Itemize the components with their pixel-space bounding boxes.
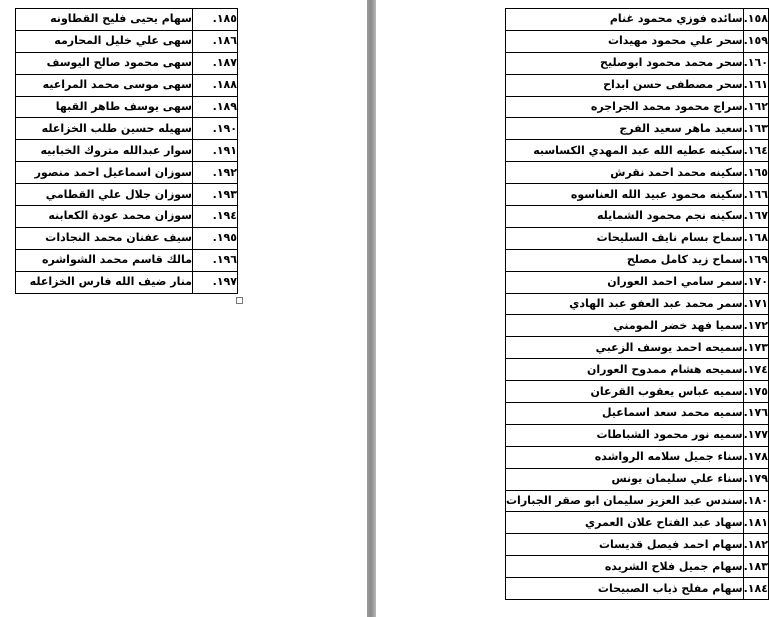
person-name: سمر سامي احمد العوران <box>506 271 744 293</box>
table-row <box>506 403 769 425</box>
person-name: سحر علي محمود مهيدات <box>506 30 744 52</box>
left-page <box>0 0 367 617</box>
row-number: ١٦٢. <box>743 96 768 118</box>
person-name: سهاد عبد الفتاح علان العمري <box>506 512 744 534</box>
table-row <box>506 446 769 468</box>
table-row <box>506 118 769 140</box>
table-row <box>506 381 769 403</box>
table-resize-handle[interactable] <box>236 297 243 304</box>
person-name: سكينه عطيه الله عبد المهدي الكساسبه <box>506 140 744 162</box>
row-number: ١٨٠. <box>743 490 768 512</box>
row-number: ١٩٠. <box>193 118 238 140</box>
person-name: سهى محمود صالح اليوسف <box>16 52 193 74</box>
person-name: سهى يوسف طاهر القبها <box>16 96 193 118</box>
table-row <box>16 30 238 52</box>
person-name: سوزان اسماعيل احمد منصور <box>16 162 193 184</box>
person-name: سوزان محمد عودة الكعابنه <box>16 206 193 228</box>
row-number: ١٦٨. <box>743 227 768 249</box>
row-number: ١٨٥. <box>193 9 238 31</box>
person-name: سراج محمود محمد الجراجره <box>506 96 744 118</box>
row-number: ١٧٥. <box>743 381 768 403</box>
row-number: ١٨٨. <box>193 74 238 96</box>
table-row <box>506 184 769 206</box>
person-name: مالك قاسم محمد الشواشره <box>16 249 193 271</box>
names-table-left <box>15 8 238 294</box>
person-name: سميه نور محمود الشباطات <box>506 424 744 446</box>
row-number: ١٥٩. <box>743 30 768 52</box>
row-number: ١٧٢. <box>743 315 768 337</box>
row-number: ١٦٣. <box>743 118 768 140</box>
person-name: سماح بسام نايف السليحات <box>506 227 744 249</box>
row-number: ١٧٠. <box>743 271 768 293</box>
table-row <box>506 293 769 315</box>
row-number: ١٧٧. <box>743 424 768 446</box>
table-row <box>16 206 238 228</box>
table-row <box>506 96 769 118</box>
table-row <box>506 315 769 337</box>
table-row <box>16 52 238 74</box>
table-row <box>506 359 769 381</box>
table-row <box>16 271 238 293</box>
person-name: سماح زيد كامل مصلح <box>506 249 744 271</box>
row-number: ١٩٧. <box>193 271 238 293</box>
row-number: ١٦٥. <box>743 162 768 184</box>
names-table-body <box>506 9 769 600</box>
table-row <box>506 468 769 490</box>
table-row <box>506 206 769 228</box>
row-number: ١٦٠. <box>743 52 768 74</box>
row-number: ١٥٨. <box>743 9 768 31</box>
person-name: سميا فهد خضر المومني <box>506 315 744 337</box>
table-row <box>16 118 238 140</box>
person-name: سكينه محمد احمد نقرش <box>506 162 744 184</box>
table-row <box>506 424 769 446</box>
row-number: ١٨٣. <box>743 556 768 578</box>
person-name: سكينه محمود عبيد الله العناسوه <box>506 184 744 206</box>
table-row <box>16 249 238 271</box>
table-row <box>16 9 238 31</box>
person-name: سميحه هشام ممدوح العوران <box>506 359 744 381</box>
person-name: سوزان جلال علي القطامي <box>16 184 193 206</box>
row-number: ١٦٩. <box>743 249 768 271</box>
table-row <box>506 578 769 600</box>
person-name: سوار عبدالله متروك الخبابيه <box>16 140 193 162</box>
person-name: سناء جميل سلامه الرواشده <box>506 446 744 468</box>
row-number: ١٨١. <box>743 512 768 534</box>
row-number: ١٨٧. <box>193 52 238 74</box>
person-name: سهيله حسين طلب الخزاعله <box>16 118 193 140</box>
table-row <box>16 227 238 249</box>
row-number: ١٨٢. <box>743 534 768 556</box>
table-row <box>506 271 769 293</box>
names-table-body <box>16 9 238 294</box>
person-name: سهام مفلح ذياب الصبيحات <box>506 578 744 600</box>
row-number: ١٧٣. <box>743 337 768 359</box>
person-name: سهام جميل فلاح الشريده <box>506 556 744 578</box>
row-number: ١٧٨. <box>743 446 768 468</box>
table-row <box>506 30 769 52</box>
row-number: ١٩٣. <box>193 184 238 206</box>
row-number: ١٧٩. <box>743 468 768 490</box>
person-name: سهام احمد فيصل قديسات <box>506 534 744 556</box>
table-row <box>506 534 769 556</box>
person-name: سهى موسى محمد المراعيه <box>16 74 193 96</box>
table-row <box>506 74 769 96</box>
table-row <box>16 184 238 206</box>
row-number: ١٦٤. <box>743 140 768 162</box>
person-name: سكينه نجم محمود الشمايله <box>506 206 744 228</box>
person-name: سميه عباس يعقوب القرعان <box>506 381 744 403</box>
page-gutter <box>367 0 376 617</box>
row-number: ١٩١. <box>193 140 238 162</box>
person-name: سناء علي سليمان يونس <box>506 468 744 490</box>
person-name: سندس عبد العزيز سليمان ابو صقر الجبارات <box>506 490 744 512</box>
table-row <box>16 162 238 184</box>
row-number: ١٦٦. <box>743 184 768 206</box>
names-table-right <box>505 8 769 600</box>
person-name: سمر محمد عبد العفو عبد الهادي <box>506 293 744 315</box>
row-number: ١٨٦. <box>193 30 238 52</box>
person-name: سحر محمد محمود ابوصليح <box>506 52 744 74</box>
table-row <box>506 9 769 31</box>
person-name: سميه محمد سعد اسماعيل <box>506 403 744 425</box>
table-row <box>506 490 769 512</box>
row-number: ١٧٤. <box>743 359 768 381</box>
person-name: سيف عفنان محمد النجادات <box>16 227 193 249</box>
table-row <box>16 140 238 162</box>
row-number: ١٩٢. <box>193 162 238 184</box>
table-row <box>506 337 769 359</box>
person-name: سحر مصطفى حسن ابداح <box>506 74 744 96</box>
row-number: ١٨٩. <box>193 96 238 118</box>
row-number: ١٨٤. <box>743 578 768 600</box>
table-row <box>16 74 238 96</box>
table-row <box>506 162 769 184</box>
row-number: ١٩٤. <box>193 206 238 228</box>
row-number: ١٧١. <box>743 293 768 315</box>
person-name: سعيد ماهر سعيد الفرج <box>506 118 744 140</box>
person-name: سميحه احمد يوسف الزعبي <box>506 337 744 359</box>
person-name: سهام يحيى فليح القطاونه <box>16 9 193 31</box>
person-name: سائده فوزي محمود غنام <box>506 9 744 31</box>
table-row <box>506 249 769 271</box>
row-number: ١٦٧. <box>743 206 768 228</box>
table-row <box>506 512 769 534</box>
right-page <box>376 0 768 617</box>
table-row <box>506 556 769 578</box>
table-row <box>16 96 238 118</box>
row-number: ١٩٥. <box>193 227 238 249</box>
table-row <box>506 140 769 162</box>
person-name: منار ضيف الله فارس الخزاعله <box>16 271 193 293</box>
row-number: ١٩٦. <box>193 249 238 271</box>
row-number: ١٦١. <box>743 74 768 96</box>
person-name: سهى علي خليل المحارمه <box>16 30 193 52</box>
row-number: ١٧٦. <box>743 403 768 425</box>
table-row <box>506 52 769 74</box>
table-row <box>506 227 769 249</box>
